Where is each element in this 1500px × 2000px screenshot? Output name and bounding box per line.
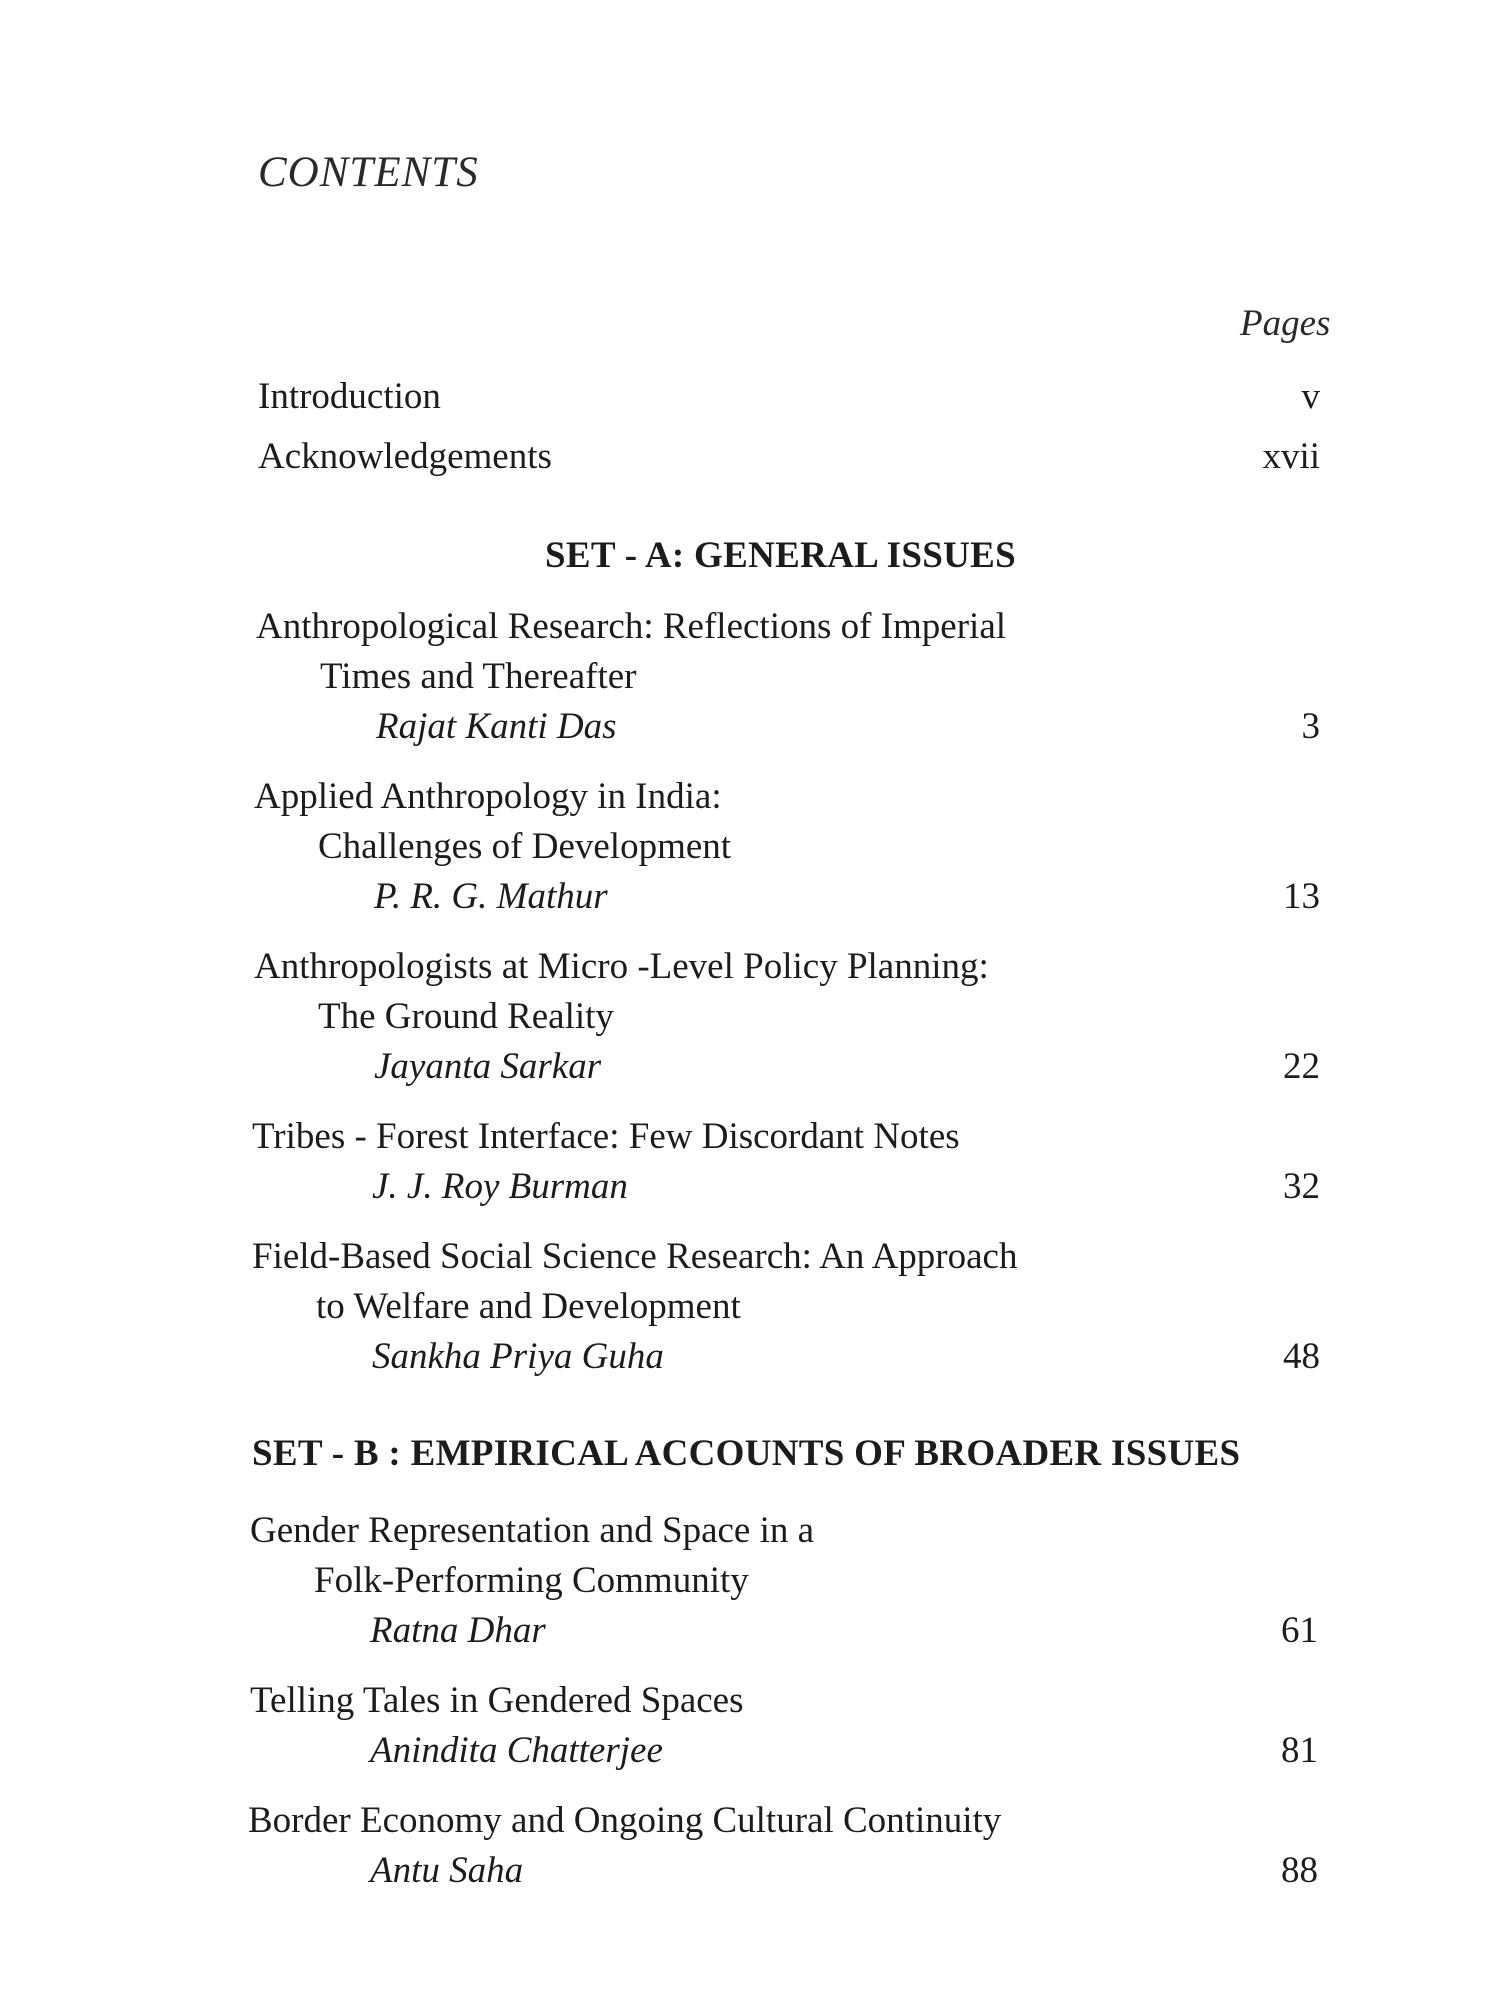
toc-entry-author: Rajat Kanti Das (376, 706, 617, 747)
pages-column-label: Pages (1240, 303, 1331, 344)
toc-page-number: 88 (1281, 1850, 1318, 1891)
toc-entry-author: Ratna Dhar (370, 1610, 546, 1651)
toc-entry-title: Anthropologists at Micro -Level Policy Planning: (254, 946, 989, 987)
toc-entry-title: Acknowledgements (258, 436, 552, 477)
toc-entry-author: Antu Saha (370, 1850, 524, 1891)
toc-entry-title-continued: Times and Thereafter (320, 656, 637, 697)
set-heading: SET - B : EMPIRICAL ACCOUNTS OF BROADER ISSUES (252, 1433, 1241, 1474)
toc-entry-author: Jayanta Sarkar (374, 1046, 602, 1087)
toc-entry-title-continued: Folk-Performing Community (314, 1560, 749, 1601)
toc-entry-title: Anthropological Research: Reflections of Imperial (256, 606, 1007, 647)
toc-page-number: 61 (1281, 1610, 1318, 1651)
toc-page-number: 13 (1283, 876, 1320, 917)
toc-page-number: 32 (1283, 1166, 1320, 1207)
toc-entry-title-continued: to Welfare and Development (316, 1286, 741, 1327)
toc-page-number: 22 (1283, 1046, 1320, 1087)
toc-page-number: 81 (1281, 1730, 1318, 1771)
toc-entry-title: Field-Based Social Science Research: An Approach (252, 1236, 1018, 1277)
toc-entry-title: Introduction (258, 376, 441, 417)
toc-entry-title: Border Economy and Ongoing Cultural Continuity (248, 1800, 1002, 1841)
toc-entry-author: Sankha Priya Guha (372, 1336, 664, 1377)
toc-entry-title: Applied Anthropology in India: (254, 776, 722, 817)
toc-entry-title: Gender Representation and Space in a (250, 1510, 815, 1551)
toc-page-number: xvii (1262, 436, 1320, 477)
toc-entry-title-continued: The Ground Reality (318, 996, 614, 1037)
toc-entry-author: J. J. Roy Burman (372, 1166, 628, 1207)
toc-entry-author: P. R. G. Mathur (374, 876, 608, 917)
toc-page-number: v (1301, 376, 1320, 417)
set-heading: SET - A: GENERAL ISSUES (545, 535, 1016, 576)
toc-page-number: 3 (1301, 706, 1320, 747)
toc-page-number: 48 (1283, 1336, 1320, 1377)
toc-entry-title-continued: Challenges of Development (318, 826, 732, 867)
toc-entry-title: Telling Tales in Gendered Spaces (250, 1680, 744, 1721)
page-title: CONTENTS (258, 149, 479, 196)
toc-entry-author: Anindita Chatterjee (370, 1730, 663, 1771)
toc-entry-title: Tribes - Forest Interface: Few Discordant Notes (252, 1116, 960, 1157)
